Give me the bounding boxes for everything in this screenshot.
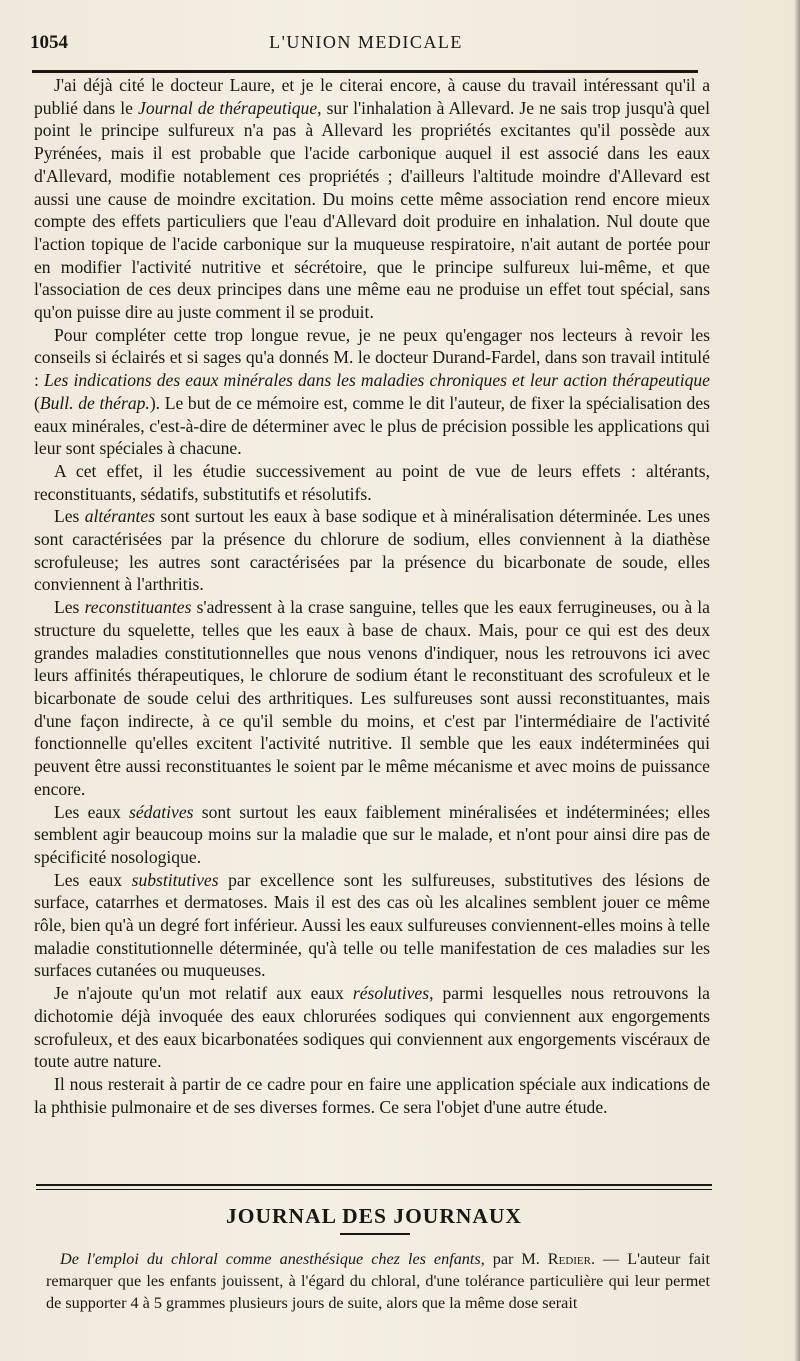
text-run: ). Le but de ce mémoire est, comme le dit l'auteur, de fixer la spécialisation des eaux minérales, c'est-à-dire de déterminer avec le plus de précision possible les applications qui leur sont spéciales à chacune. <box>34 392 710 459</box>
review-body <box>46 1248 710 1314</box>
text-run: ( <box>34 392 40 413</box>
italic-text: Bull. de thérap. <box>39 392 150 413</box>
text-run: Pour compléter cette trop longue revue, je ne peux qu'engager nos lecteurs à revoir les conseils si éclairés et si sages qu'a donnés M. le docteur Durand-Fardel, dans son travail intitulé : <box>34 324 710 391</box>
text-run: Les eaux <box>54 869 132 890</box>
article-paragraph <box>34 505 710 596</box>
page-edge-shadow <box>794 0 800 1361</box>
text-run: . — L'auteur fait remarquer que les enfants jouissent, à l'égard du chloral, d'une tolérance particulière qui leur permet de supporter 4 à 5 grammes plusieurs jours de suite, alors que la même dose serait <box>46 1250 710 1312</box>
text-run: , par M. <box>480 1250 548 1268</box>
text-run: s'adressent à la crase sanguine, telles que les eaux ferrugineuses, ou à la structure du squelette, telles que les eaux à base de chaux. Mais, pour ce qui est des deux grandes maladies constitutionnelles que nous venons d'indiquer, nous les retrouvons ici avec leurs affinités thérapeutiques, le chlorure de sodium étant le reconstituant des scrofuleux et le bicarbonate de soude celui des arthritiques. Les sulfureuses sont aussi reconstituantes, mais d'une façon indirecte, à ce qu'il semble du moins, et c'est par l'intermédiaire de l'activité fonctionnelle qu'elles excitent l'activité nutritive. Il semble que les eaux indéterminées qui peuvent être aussi reconstituantes le soient par le même mécanisme et avec moins de puissance encore. <box>34 597 710 799</box>
text-run: J'ai déjà cité le docteur Laure, et je le citerai encore, à cause du travail intéressant qu'il a publié dans le <box>34 75 710 118</box>
article-paragraph <box>34 801 710 869</box>
page-number: 1054 <box>30 32 68 53</box>
article-paragraph <box>34 324 710 460</box>
page-header <box>30 32 702 58</box>
article-paragraph <box>34 460 710 505</box>
text-run: Redier <box>547 1250 591 1268</box>
text-run: Je n'ajoute qu'un mot relatif aux eaux <box>54 983 353 1004</box>
article-paragraph <box>34 74 710 324</box>
text-run: sont surtout les eaux à base sodique et à minéralisation déterminée. Les unes sont caractérisées par la présence du chlorure de sodium, elles conviennent à la diathèse scrofuleuse; les autres sont caractérisées par la présence du bicarbonate de soude, elles conviennent à l'arthritis. <box>34 506 710 595</box>
article-paragraph <box>34 1073 710 1118</box>
text-run: Les eaux <box>54 801 130 822</box>
text-run: Il nous resterait à partir de ce cadre pour en faire une application spéciale aux indications de la phthisie pulmonaire et de ses diverses formes. Ce sera l'objet d'une autre étude. <box>34 1073 710 1117</box>
italic-text: résolutives <box>352 983 430 1004</box>
italic-text: sédatives <box>129 801 194 822</box>
italic-text: De l'emploi du chloral comme anesthésique chez les enfants <box>60 1250 481 1268</box>
italic-text: reconstituantes <box>84 597 192 618</box>
review-paragraph <box>46 1248 710 1314</box>
text-run: Les <box>54 506 85 527</box>
article-paragraph <box>34 869 710 983</box>
italic-text: Les indications des eaux minérales dans les maladies chroniques et leur action thérapeutique <box>43 370 710 391</box>
italic-text: substitutives <box>131 869 219 890</box>
article-body <box>34 74 710 1118</box>
text-run: , sur l'inhalation à Allevard. Je ne sais trop jusqu'à quel point le principe sulfureux n'a pas à Allevard les propriétés excitantes qu'il possède aux Pyrénées, mais il est probable que l'acide carbonique auquel il est associé dans les eaux d'Allevard, modifie notablement ces propriétés ; d'ailleurs l'altitude moindre d'Allevard est aussi une cause de moindre excitation. Du moins cette même association rend encore mieux compte des effets particuliers que l'eau d'Allevard doit produire en inhalation. Nul doute que l'action topique de l'acide carbonique sur la muqueuse respiratoire, n'ait autant de portée pour en modifier l'activité nutritive et sécrétoire, que le principe sulfureux lui-même, et que l'association de ces deux principes dans une même eau ne produise un effet tout spécial, sans qu'on puisse dire au juste comment il se produit. <box>34 97 710 323</box>
article-paragraph <box>34 982 710 1073</box>
text-run: par excellence sont les sulfureuses, substitutives des lésions de surface, catarrhes et dermatoses. Mais il est des cas où les alcalines semblent jouer ce même rôle, bien qu'à un degré fort inférieur. Aussi les eaux sulfureuses conviennent-elles moins à telle maladie constitutionnelle déterminée, qu'à telle ou telle manifestation de ces maladies sur les surfaces cutanées ou muqueuses. <box>34 869 710 981</box>
text-run: sont surtout les eaux faiblement minéralisées et indéterminées; elles semblent agir beaucoup moins sur la maladie que sur le malade, et n'ont pour ainsi dire pas de spécificité nosologique. <box>34 801 710 867</box>
article-paragraph <box>34 596 710 800</box>
section-title-underline <box>340 1233 410 1235</box>
italic-text: altérantes <box>84 506 156 527</box>
running-title: L'UNION MEDICALE <box>269 32 463 52</box>
italic-text: Journal de thérapeutique <box>138 97 318 118</box>
text-run: , parmi lesquelles nous retrouvons la dichotomie déjà invoquée des eaux chlorurées sodiques qui conviennent aux engorgements scrofuleux, et des eaux bicarbonatées sodiques qui conviennent aux engorgements viscéraux de toute autre nature. <box>34 983 710 1072</box>
text-run: Les <box>54 597 85 618</box>
section-divider <box>36 1184 712 1190</box>
section-title: JOURNAL DES JOURNAUX <box>226 1204 522 1228</box>
header-rule <box>32 70 698 73</box>
text-run: A cet effet, il les étudie successivement au point de vue de leurs effets : altérants, reconstituants, sédatifs, substitutifs et résolutifs. <box>34 460 710 504</box>
